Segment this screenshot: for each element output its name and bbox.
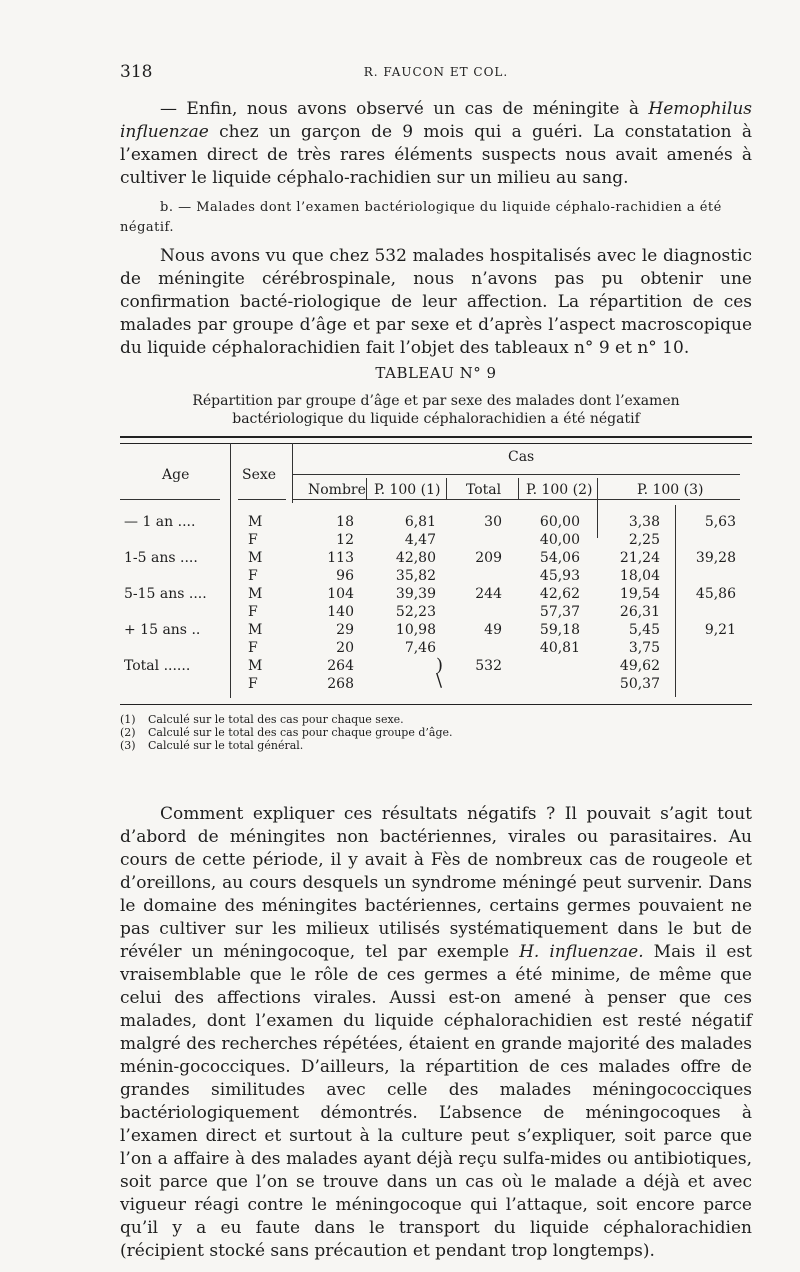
table-cell: 60,00 [539, 514, 580, 530]
paragraph-2-text: Nous avons vu que chez 532 malades hospitalisés avec le diagnostic de méningite cérébrospinale, nous n’avons pas pu obtenir une confirmation bacté-riologique de leur affection. La répartition de ces malades par groupe d’âge et par sexe et d’après l’aspect macroscopique du liquide céphalorachidien fait l’objet des tableaux n° 9 et n° 10. [120, 246, 752, 358]
table-cell: 49,62 [619, 658, 660, 674]
paragraph-3-italic: H. influenzae. [519, 942, 644, 962]
col-cas: Cas [508, 449, 535, 465]
col-p2: P. 100 (2) [526, 482, 593, 498]
table-cell: 3,38 [628, 514, 660, 530]
table-cell: 5,63 [704, 514, 736, 530]
col-p1: P. 100 (1) [374, 482, 441, 498]
footnote: (3) Calculé sur le total général. [120, 739, 304, 752]
table-cell: M [248, 622, 263, 638]
table-caption [120, 392, 752, 428]
table-cell: 18 [336, 514, 354, 530]
table-footnotes [120, 713, 752, 752]
table-cell: 42,62 [539, 586, 580, 602]
page-header [120, 62, 752, 86]
table-cell: 268 [327, 676, 354, 692]
rule [230, 443, 231, 698]
table-bottom-rule [120, 704, 752, 705]
table-caption-line1: Répartition par groupe d’âge et par sexe des malades dont l’examen [192, 393, 680, 409]
table-cell: 59,18 [539, 622, 580, 638]
table-cell: 4,47 [404, 532, 436, 548]
table-cell: 29 [336, 622, 354, 638]
intro-text-b: chez un garçon de 9 mois qui a guéri. La constatation à l’examen direct de très rares éléments suspects nous avait amenés à cultiver le liquide céphalo-rachidien sur un milieu au sang. [120, 122, 752, 188]
intro-text-a: — Enfin, nous avons observé un cas de méningite à [160, 99, 649, 119]
col-sexe: Sexe [242, 467, 277, 483]
table-cell: 1-5 ans .... [124, 550, 198, 566]
page-number: 318 [120, 62, 153, 82]
table-cell: M [248, 658, 263, 674]
table-cell: 5-15 ans .... [124, 586, 207, 602]
intro-italic: Hemophilus influenzae [120, 99, 752, 142]
section-heading: b. — Malades dont l’examen bactériologique du liquide céphalo-rachidien a été négatif. [120, 200, 722, 235]
table-caption-line2: bactériologique du liquide céphalorachidien a été négatif [232, 411, 640, 427]
col-age: Age [162, 467, 190, 483]
table-cell: 113 [327, 550, 354, 566]
table-cell: Total ...... [124, 658, 191, 674]
table-cell: 532 [475, 658, 502, 674]
col-total: Total [466, 482, 502, 498]
table-cell: 9,21 [704, 622, 736, 638]
table-cell: F [248, 532, 258, 548]
table-cell: 12 [336, 532, 354, 548]
paragraph-3 [120, 803, 752, 1263]
table-cell: 35,82 [395, 568, 436, 584]
table-cell: 40,81 [539, 640, 580, 656]
rule [292, 474, 740, 475]
table-cell: F [248, 676, 258, 692]
footnote: (2) Calculé sur le total des cas pour chaque groupe d’âge. [120, 726, 453, 739]
brace: \ [436, 670, 443, 691]
table-cell: 40,00 [539, 532, 580, 548]
table-cell: 52,23 [395, 604, 436, 620]
intro-paragraph [120, 98, 752, 190]
table-cell: 21,24 [619, 550, 660, 566]
table-cell: 30 [484, 514, 502, 530]
table-cell: 50,37 [619, 676, 660, 692]
table-cell: 209 [475, 550, 502, 566]
rule [292, 443, 293, 503]
col-nombre: Nombre [308, 482, 366, 498]
table-cell: 10,98 [395, 622, 436, 638]
table-cell: + 15 ans .. [124, 622, 201, 638]
paragraph-2 [120, 245, 752, 360]
footnote: (1) Calculé sur le total des cas pour chaque sexe. [120, 713, 404, 726]
brace: ) [436, 655, 444, 676]
table-cell: 244 [475, 586, 502, 602]
table-cell: M [248, 586, 263, 602]
table-cell: 26,31 [619, 604, 660, 620]
table-cell: — 1 an .... [124, 514, 196, 530]
table-cell: 5,45 [628, 622, 660, 638]
col-p3: P. 100 (3) [637, 482, 704, 498]
rule [120, 499, 220, 500]
table-cell: 7,46 [404, 640, 436, 656]
rule [675, 505, 676, 697]
table-cell: F [248, 604, 258, 620]
rule [597, 478, 598, 538]
rule [238, 499, 286, 500]
table-cell: 6,81 [404, 514, 436, 530]
table-cell: M [248, 550, 263, 566]
table-cell: 39,39 [395, 586, 436, 602]
table-cell: 57,37 [539, 604, 580, 620]
rule [292, 499, 740, 500]
running-head: R. FAUCON ET COL. [363, 65, 509, 79]
rule [518, 478, 519, 500]
table-top-rule [120, 436, 752, 444]
table-cell: 42,80 [395, 550, 436, 566]
table-cell: 140 [327, 604, 354, 620]
table-cell: 49 [484, 622, 502, 638]
rule [366, 478, 367, 500]
table-cell: 18,04 [619, 568, 660, 584]
paragraph-3-text-a: Comment expliquer ces résultats négatifs ? Il pouvait s’agit tout d’abord de méningites non bactériennes, virales ou parasitaires. Au cours de cette période, il y avait à Fès de nombreux cas de rougeole et d’oreillons, au cours desquels un syndrome méningé peut survenir. Dans le domaine des méningites bactériennes, certains germes pouvaient ne pas cultiver sur les milieux utilisés systématiquement dans le but de révéler un méningocoque, tel par exemple [120, 804, 752, 962]
table-cell: 264 [327, 658, 354, 674]
table-title: TABLEAU N° 9 [375, 364, 497, 382]
table-cell: F [248, 640, 258, 656]
rule [446, 478, 447, 500]
table-cell: 2,25 [628, 532, 660, 548]
paragraph-3-text-b: Mais il est vraisemblable que le rôle de ces germes a été minime, de même que celui des affections virales. Aussi est-on amené à penser que ces malades, dont l’examen du liquide céphalorachidien est resté négatif malgré des recherches répétées, étaient en grande majorité des malades ménin-gococciques. D’ailleurs, la répartition de ces malades offre de grandes similitudes avec celle des malades méningococciques bactériologiquement démontrés. L’absence de méningocoques à l’examen direct et surtout à la culture peut s’expliquer, soit parce que l’on a affaire à des malades ayant déjà reçu sulfa-mides ou antibiotiques, soit parce que l’on se trouve dans un cas où le malade a déjà et avec vigueur réagi contre le méningocoque qui l’attaque, soit encore parce qu’il y a eu faute dans le transport du liquide céphalorachidien (récipient stocké sans précaution et pendant trop longtemps). [120, 942, 752, 1261]
table-cell: 104 [327, 586, 354, 602]
table-cell: 19,54 [619, 586, 660, 602]
table-cell: 20 [336, 640, 354, 656]
table-cell: 45,93 [539, 568, 580, 584]
table-cell: 45,86 [695, 586, 736, 602]
table-cell: 39,28 [695, 550, 736, 566]
table-cell: 96 [336, 568, 354, 584]
table-cell: F [248, 568, 258, 584]
table-cell: 3,75 [628, 640, 660, 656]
table-cell: 54,06 [539, 550, 580, 566]
table-cell: M [248, 514, 263, 530]
